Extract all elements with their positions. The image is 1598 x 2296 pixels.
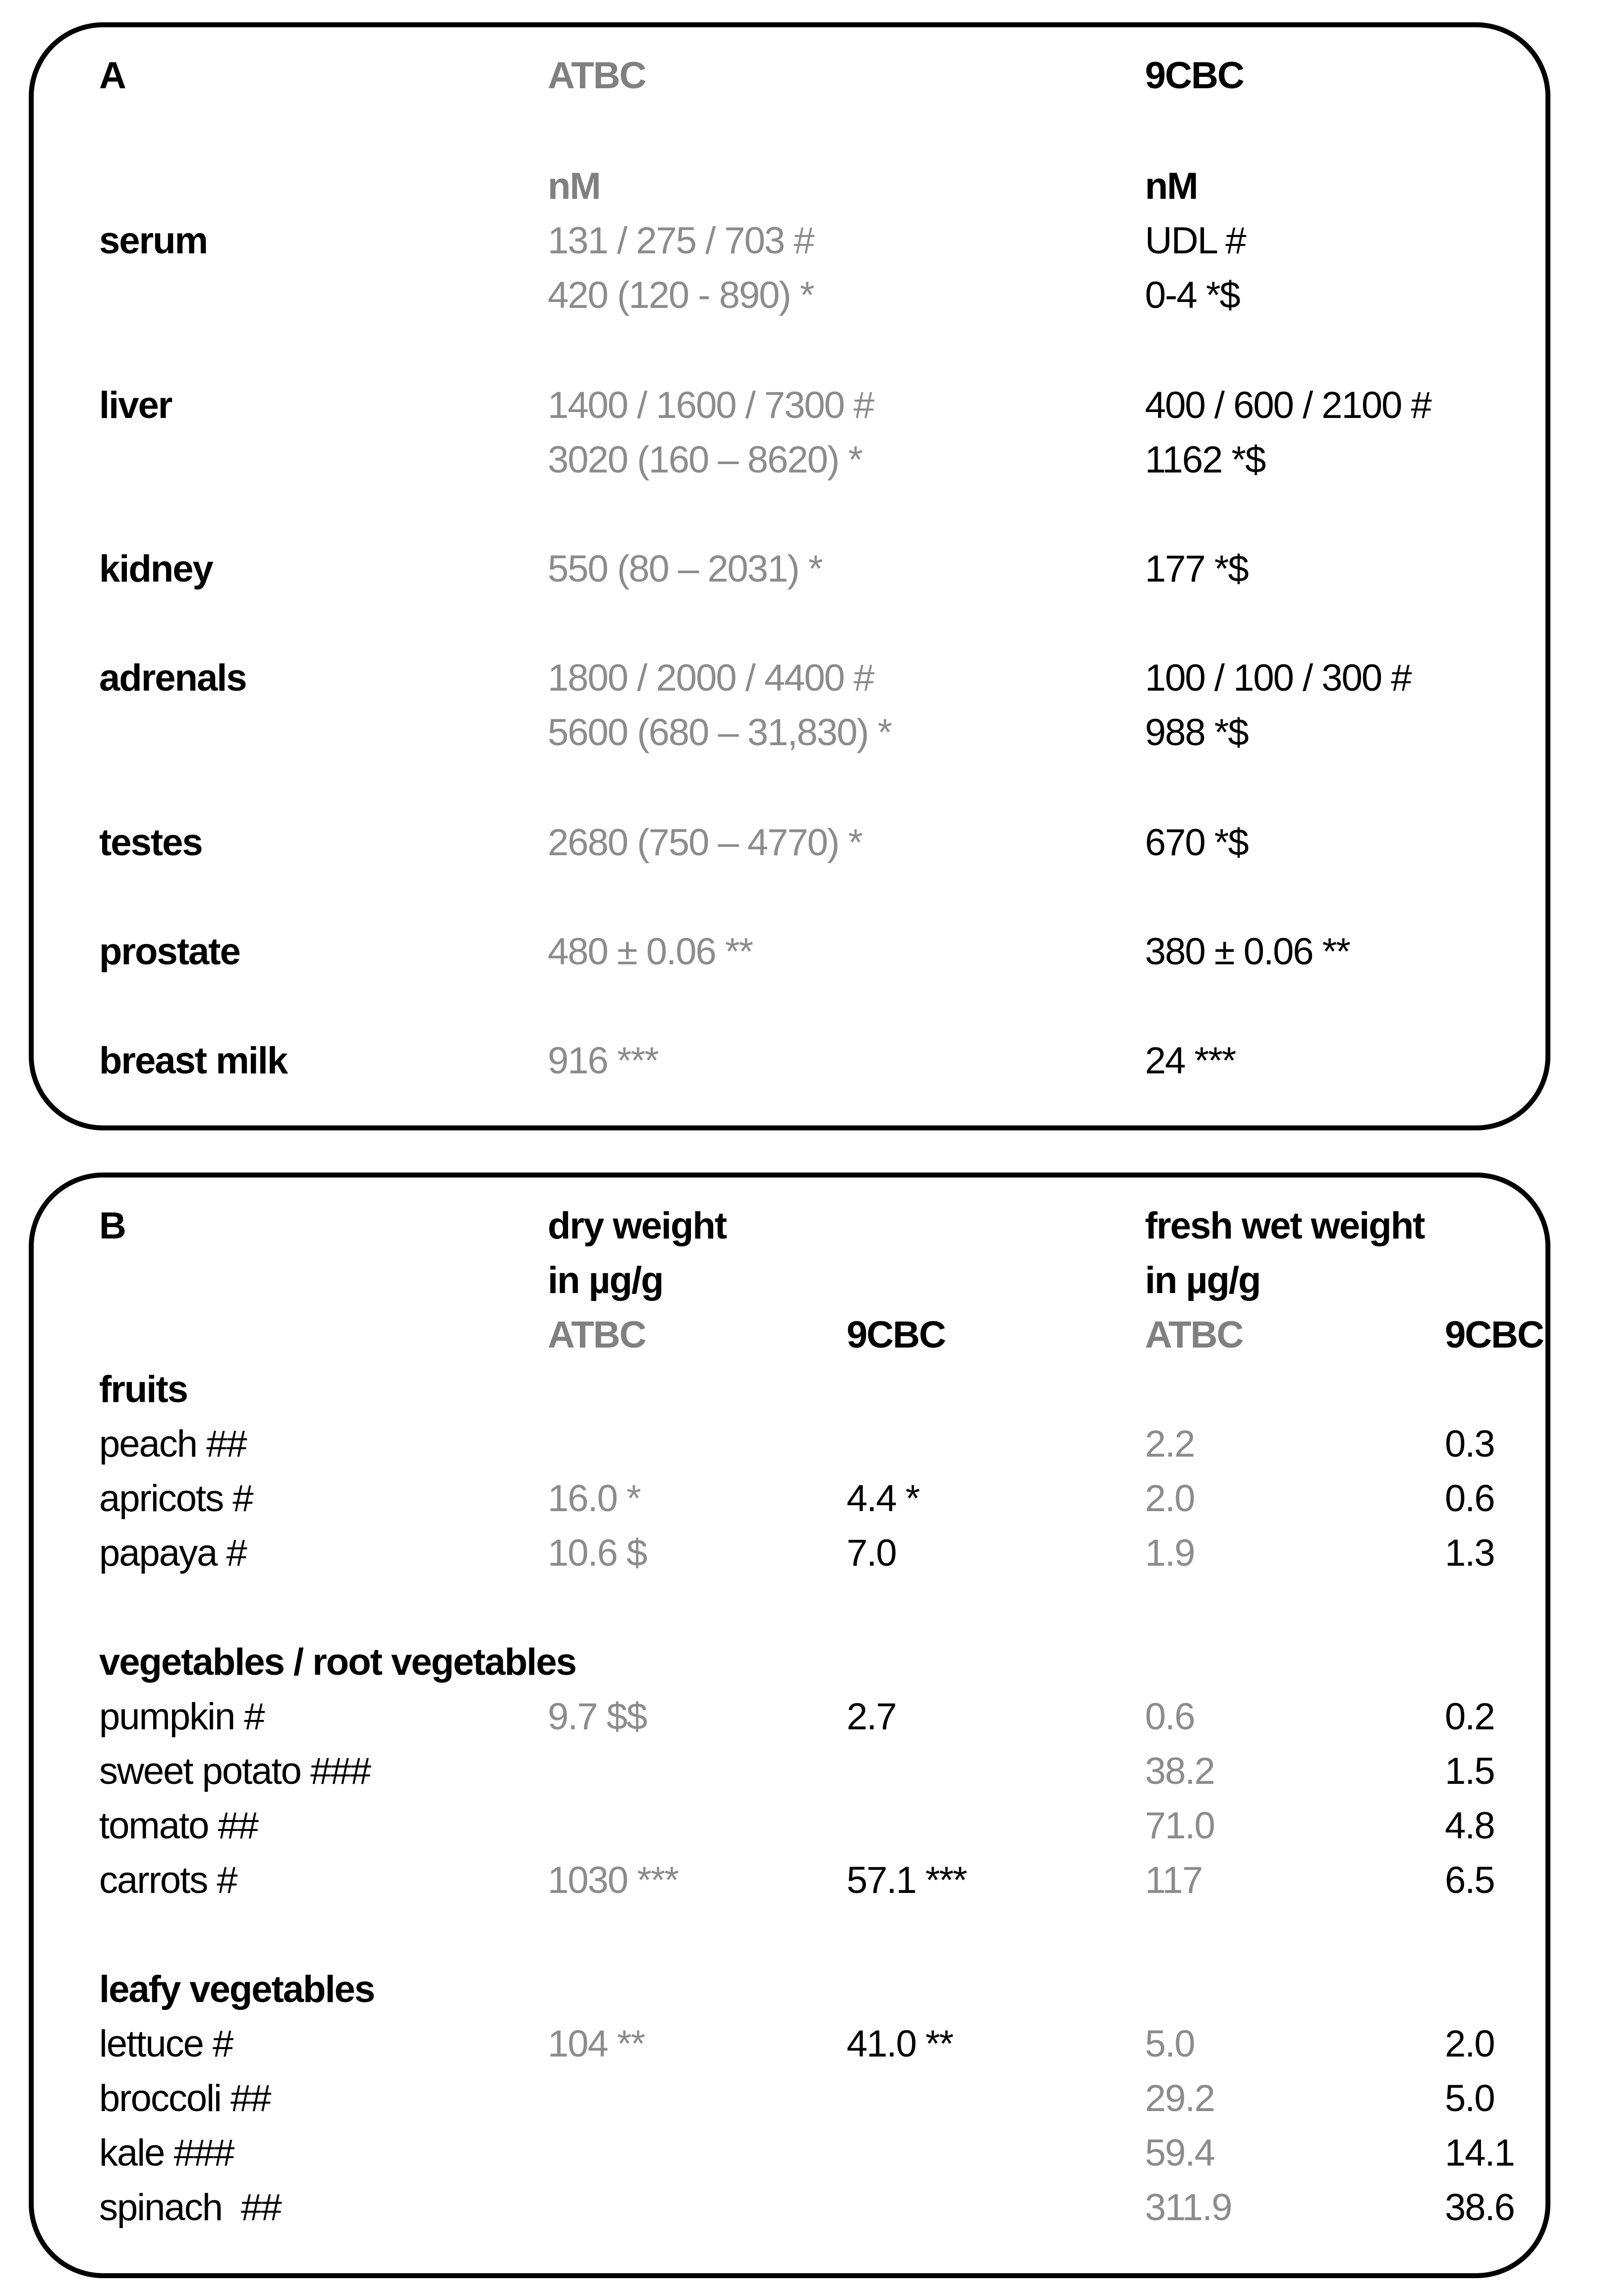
cbc-value: 380 ± 0.06 ** [1145, 931, 1350, 973]
wet-atbc-value: 29.2 [1145, 2077, 1214, 2119]
wet-weight-header: fresh wet weight [1145, 1205, 1425, 1247]
wet-9cbc-value: 1.3 [1445, 1532, 1494, 1574]
wet-atbc-header: ATBC [1145, 1314, 1243, 1356]
cbc-value: 177 *$ [1145, 548, 1248, 590]
atbc-value: 5600 (680 – 31,830) * [548, 711, 892, 754]
atbc-value: 916 *** [548, 1040, 658, 1082]
wet-atbc-value: 117 [1145, 1859, 1202, 1901]
wet-weight-unit: in µg/g [1145, 1259, 1260, 1301]
wet-9cbc-header: 9CBC [1445, 1314, 1543, 1356]
cbc-value: UDL # [1145, 220, 1246, 262]
food-label: tomato ## [99, 1805, 258, 1847]
group-label: vegetables / root vegetables [99, 1641, 576, 1683]
wet-atbc-value: 0.6 [1145, 1696, 1195, 1738]
wet-atbc-value: 71.0 [1145, 1805, 1214, 1847]
wet-9cbc-value: 0.2 [1445, 1696, 1494, 1738]
tissue-label: testes [99, 822, 202, 864]
dry-9cbc-header: 9CBC [847, 1314, 945, 1356]
atbc-value: 1400 / 1600 / 7300 # [548, 384, 874, 426]
panel-a-9cbc-unit: nM [1145, 165, 1198, 207]
wet-atbc-value: 2.2 [1145, 1423, 1195, 1465]
dry-weight-unit: in µg/g [548, 1259, 663, 1301]
dry-atbc-header: ATBC [548, 1314, 646, 1356]
wet-9cbc-value: 2.0 [1445, 2023, 1494, 2065]
wet-atbc-value: 2.0 [1145, 1477, 1195, 1520]
atbc-value: 1800 / 2000 / 4400 # [548, 657, 874, 699]
panel-a-9cbc-header: 9CBC [1145, 55, 1244, 97]
food-label: spinach ## [99, 2186, 281, 2229]
cbc-value: 400 / 600 / 2100 # [1145, 384, 1431, 426]
wet-atbc-value: 311.9 [1145, 2186, 1232, 2229]
dry-9cbc-value: 4.4 * [847, 1477, 919, 1520]
wet-atbc-value: 1.9 [1145, 1532, 1195, 1574]
tissue-label: serum [99, 220, 208, 262]
dry-9cbc-value: 7.0 [847, 1532, 896, 1574]
atbc-value: 131 / 275 / 703 # [548, 220, 814, 262]
atbc-value: 550 (80 – 2031) * [548, 548, 822, 590]
wet-9cbc-value: 38.6 [1445, 2186, 1514, 2229]
panel-b-label: B [99, 1205, 125, 1247]
food-label: peach ## [99, 1423, 246, 1465]
dry-atbc-value: 1030 *** [548, 1859, 678, 1901]
cbc-value: 0-4 *$ [1145, 274, 1240, 316]
cbc-value: 1162 *$ [1145, 439, 1265, 481]
cbc-value: 100 / 100 / 300 # [1145, 657, 1411, 699]
food-label: sweet potato ### [99, 1750, 370, 1792]
wet-atbc-value: 59.4 [1145, 2132, 1214, 2174]
wet-9cbc-value: 4.8 [1445, 1805, 1494, 1847]
dry-9cbc-value: 2.7 [847, 1696, 896, 1738]
cbc-value: 988 *$ [1145, 711, 1248, 754]
food-label: apricots # [99, 1477, 253, 1520]
cbc-value: 670 *$ [1145, 822, 1248, 864]
atbc-value: 480 ± 0.06 ** [548, 931, 752, 973]
wet-9cbc-value: 5.0 [1445, 2077, 1494, 2119]
dry-atbc-value: 9.7 $$ [548, 1696, 647, 1738]
food-label: kale ### [99, 2132, 234, 2174]
dry-atbc-value: 10.6 $ [548, 1532, 647, 1574]
atbc-value: 2680 (750 – 4770) * [548, 822, 862, 864]
wet-9cbc-value: 1.5 [1445, 1750, 1494, 1792]
atbc-value: 3020 (160 – 8620) * [548, 439, 862, 481]
wet-atbc-value: 38.2 [1145, 1750, 1214, 1792]
dry-9cbc-value: 41.0 ** [847, 2023, 953, 2065]
tissue-label: adrenals [99, 657, 246, 699]
group-label: fruits [99, 1368, 187, 1411]
panel-a-atbc-header: ATBC [548, 55, 646, 97]
food-label: papaya # [99, 1532, 246, 1574]
cbc-value: 24 *** [1145, 1040, 1236, 1082]
tissue-label: kidney [99, 548, 213, 590]
food-label: lettuce # [99, 2023, 233, 2065]
dry-9cbc-value: 57.1 *** [847, 1859, 967, 1901]
food-label: carrots # [99, 1859, 237, 1901]
tissue-label: breast milk [99, 1040, 287, 1082]
wet-9cbc-value: 0.3 [1445, 1423, 1494, 1465]
panel-a-label: A [99, 55, 125, 97]
tissue-label: prostate [99, 931, 240, 973]
dry-weight-header: dry weight [548, 1205, 727, 1247]
dry-atbc-value: 104 ** [548, 2023, 645, 2065]
dry-atbc-value: 16.0 * [548, 1477, 640, 1520]
food-label: broccoli ## [99, 2077, 271, 2119]
wet-atbc-value: 5.0 [1145, 2023, 1195, 2065]
food-label: pumpkin # [99, 1696, 264, 1738]
wet-9cbc-value: 6.5 [1445, 1859, 1494, 1901]
tissue-label: liver [99, 384, 172, 426]
group-label: leafy vegetables [99, 1968, 375, 2010]
wet-9cbc-value: 14.1 [1445, 2132, 1514, 2174]
wet-9cbc-value: 0.6 [1445, 1477, 1494, 1520]
atbc-value: 420 (120 - 890) * [548, 274, 814, 316]
panel-a-atbc-unit: nM [548, 165, 600, 207]
